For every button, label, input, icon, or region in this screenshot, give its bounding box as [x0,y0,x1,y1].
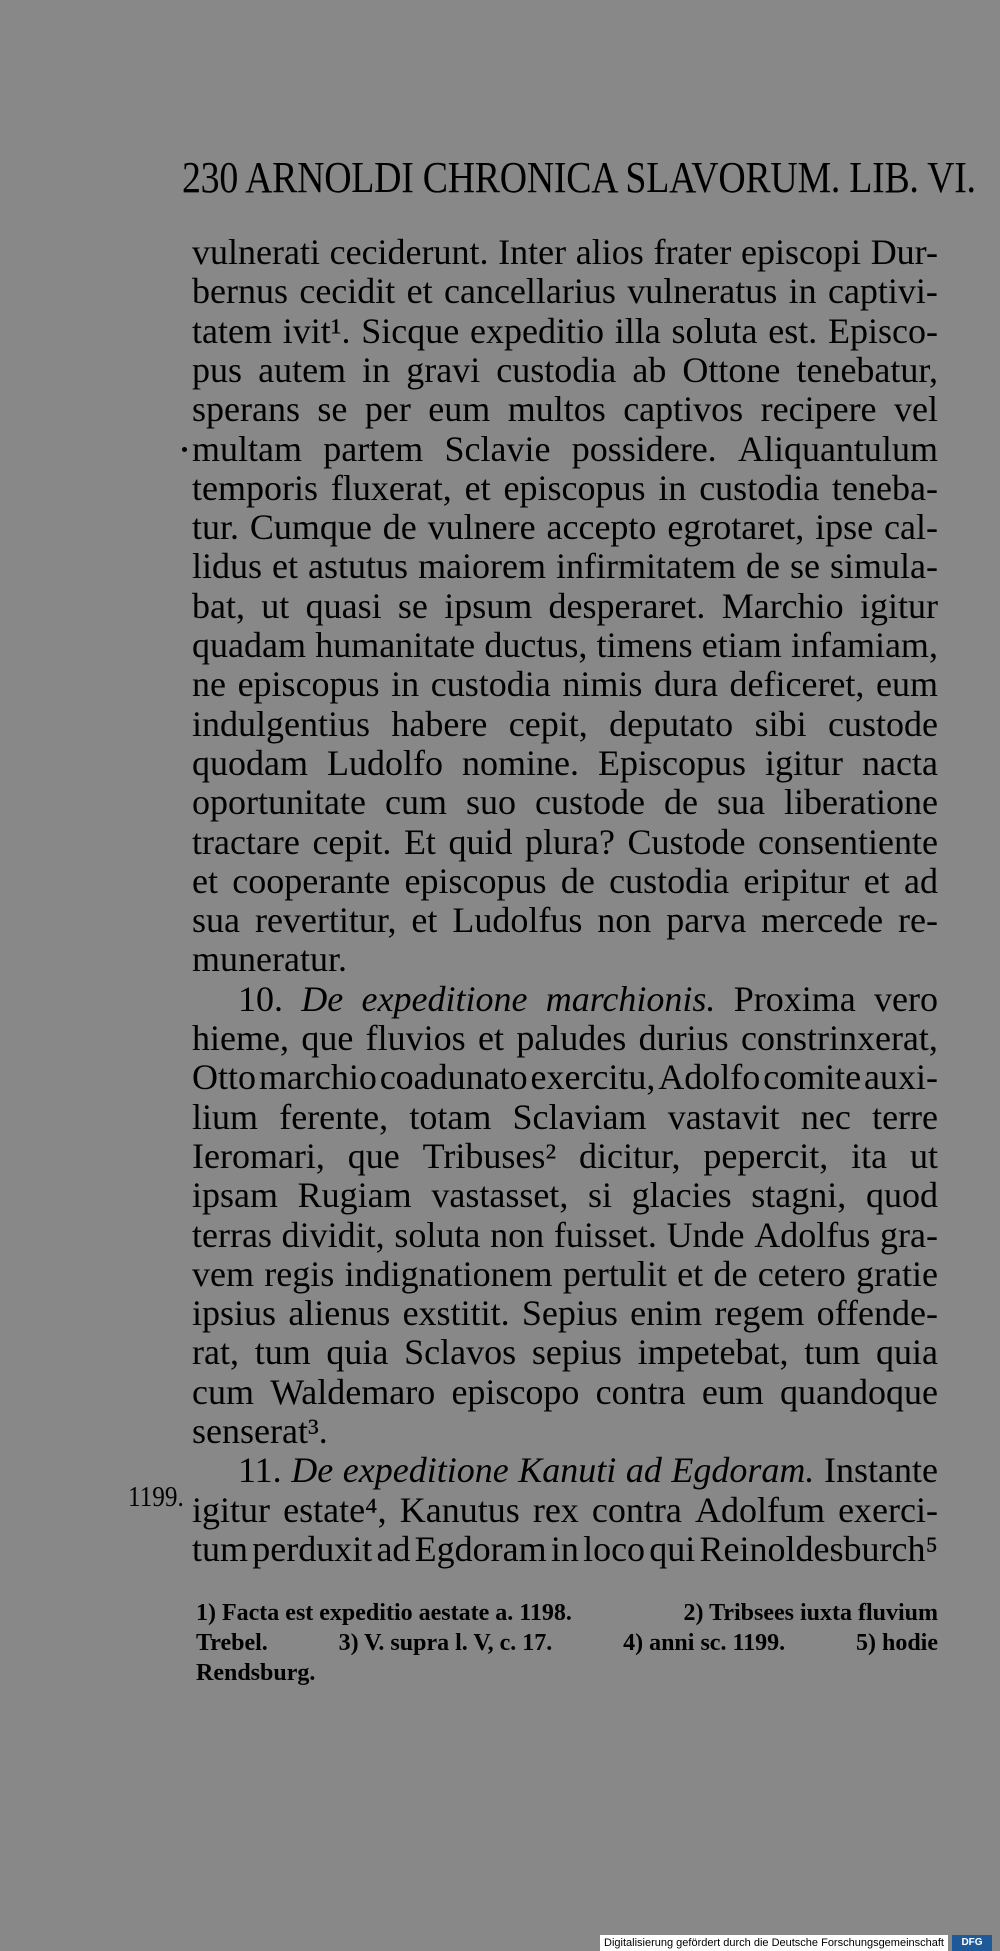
text-line: rat, tum quia Sclavos sepius impetebat, tum quia [192,1332,938,1373]
text-line: tum perduxit ad Egdoram in loco qui Reinoldesburch⁵ [192,1528,938,1569]
text-line: terras dividit, soluta non fuisset. Unde Adolfus gra- [192,1214,938,1255]
text-line: quadam humanitate ductus, timens etiam infamiam, [192,625,938,665]
text-line: vem regis indignationem pertulit et de cetero gratie [192,1253,938,1294]
footnote-line-1 [196,1598,938,1628]
text-line: Ieromari, que Tribuses² dicitur, pepercit, ita ut [192,1135,938,1176]
dfg-logo: DFG [952,1935,992,1951]
text-line: ipsam Rugiam vastasset, si glacies stagni, quod [192,1175,938,1216]
text-line: vulnerati ceciderunt. Inter alios frater episcopi Dur- [192,232,938,272]
text-line: igitur estate⁴, Kanutus rex contra Adolfum exerci- [192,1489,938,1530]
footnote-line-3 [196,1658,938,1688]
margin-year: 1199. [128,1482,184,1513]
text-line: senserat³. [192,1411,328,1451]
text-line: oportunitate cum suo custode de sua liberatione [192,782,938,823]
text-line: cum Waldemaro episcopo contra eum quandoque [192,1371,938,1412]
footnote-3: 3) V. supra l. V, c. 17. [338,1630,553,1656]
text-line: temporis fluxerat, et episcopus in custodia teneba- [192,467,938,508]
text-line: 11. De expeditione Kanuti ad Egdoram. Instante [238,1450,938,1491]
page-header: 230 ARNOLDI CHRONICA SLAVORUM. LIB. VI. [182,153,976,202]
text-line: bernus cecidit et cancellarius vulneratus in captivi- [192,271,938,312]
text-line: lium ferente, totam Sclaviam vastavit nec terre [192,1096,938,1137]
text-line: hieme, que fluvios et paludes durius constrinxerat, [192,1018,938,1058]
footnote-2: 2) Tribsees iuxta fluvium [683,1600,938,1626]
digitization-credit: Digitalisierung gefördert durch die Deutsche Forschungsgemeinschaft [600,1935,948,1951]
text-line: multam partem Sclavie possidere. Aliquantulum [192,428,938,469]
footnote-line-2 [196,1628,938,1658]
text-line: tatem ivit¹. Sicque expeditio illa soluta est. Episco- [192,310,938,351]
text-line: indulgentius habere cepit, deputato sibi custode [192,703,938,744]
text-line: pus autem in gravi custodia ab Ottone tenebatur, [192,349,938,390]
footnote-5-cont: Rendsburg. [196,1660,316,1686]
text-line: sperans se per eum multos captivos recipere vel [192,389,938,430]
text-line: tur. Cumque de vulnere accepto egrotaret, ipse cal- [192,507,938,548]
margin-mark [182,447,187,452]
text-line: tractare cepit. Et quid plura? Custode consentiente [192,821,938,862]
text-line: 10. De expeditione marchionis. Proxima vero [238,978,938,1019]
text-line: lidus et astutus maiorem infirmitatem de se simula- [192,546,938,587]
text-line: muneratur. [192,939,347,980]
text-line: bat, ut quasi se ipsum desperaret. Marchio igitur [192,585,938,626]
footnote-2-cont: Trebel. [196,1630,268,1656]
text-line: et cooperante episcopus de custodia eripitur et ad [192,860,938,901]
text-line: Otto marchio coadunato exercitu, Adolfo comite auxi- [192,1057,938,1098]
footnote-4: 4) anni sc. 1199. [623,1630,786,1656]
text-line: ne episcopus in custodia nimis dura deficeret, eum [192,664,938,705]
footnote-1: 1) Facta est expeditio aestate a. 1198. [196,1600,572,1626]
text-line: ipsius alienus exstitit. Sepius enim regem offende- [192,1293,938,1334]
text-line: sua revertitur, et Ludolfus non parva mercede re- [192,900,938,941]
footnote-5: 5) hodie [855,1630,938,1656]
text-line: quodam Ludolfo nomine. Episcopus igitur nacta [192,742,938,783]
